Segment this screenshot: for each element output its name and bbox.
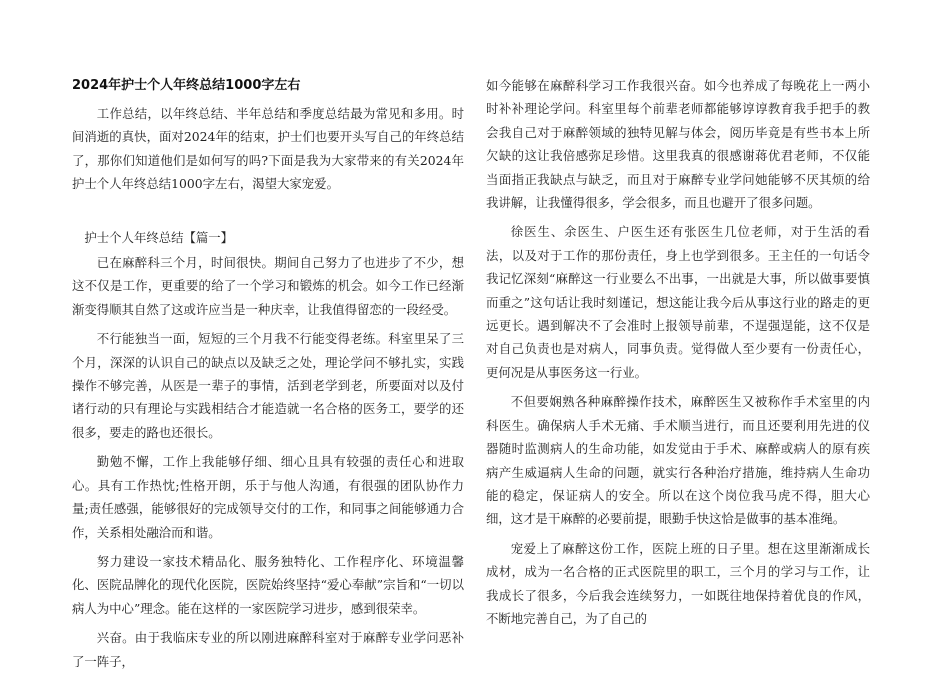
body-paragraph: 已在麻醉科三个月，时间很快。期间自己努力了也进步了不少，想这不仅是工作，更重要的给了一个学习和锻炼的机会。如今工作已经渐渐变得顺其自然了这或许应当是一种庆幸，让我值得留恋的一段经受。	[72, 255, 464, 317]
body-paragraph: 不但要娴熟各种麻醉操作技术，麻醉医生又被称作手术室里的内科医生。确保病人手术无痛、手术顺当进行，而且还要利用先进的仪器随时监测病人的生命功能，如发觉由于手术、麻醉或病人的原有疾病产生威逼病人生命的问题，就实行各种治疗措施，维持病人生命功能的稳定，保证病人的安全。所以在这个岗位我马虎不得，胆大心细，这才是干麻醉的必要前提，眼勤手快这恰是做事的基本准绳。	[486, 394, 870, 527]
intro-paragraph: 工作总结，以年终总结、半年总结和季度总结最为常见和多用。时间消逝的真快，面对2024年的结束，护士们也要开头写自己的年终总结了，那你们知道他们是如何写的吗?下面是我为大家带来的有关2024年护士个人年终总结1000字左右，渴望大家宠爱。	[72, 106, 464, 192]
body-paragraph: 勤勉不懈，工作上我能够仔细、细心且具有较强的责任心和进取心。具有工作热忱;性格开朗，乐于与他人沟通，有很强的团队协作力量;责任感强，能够很好的完成领导交付的工作，和同事之间能够通力合作，关系相处融洽而和谐。	[72, 454, 464, 540]
body-paragraph: 不行能独当一面，短短的三个月我不行能变得老练。科室里呆了三个月，深深的认识自己的缺点以及缺乏之处，理论学问不够扎实，实践操作不够完善，从医是一辈子的事情，活到老学到老，所要面对以及付诸行动的只有理论与实践相结合才能造就一名合格的医务工，要学的还很多，要走的路也还很长。	[72, 331, 464, 440]
body-paragraph: 如今能够在麻醉科学习工作我很兴奋。如今也养成了每晚花上一两小时补补理论学问。科室里每个前辈老师都能够谆谆教育我手把手的教会我自己对于麻醉领域的独特见解与体会，阅历毕竟是有些书本上所欠缺的这让我倍感弥足珍惜。这里我真的很感谢蒋优君老师，不仅能当面指正我缺点与缺乏，而且对于麻醉专业学问她能够不厌其烦的给我讲解，让我懂得很多，学会很多，而且也避开了很多问题。	[486, 78, 870, 211]
body-paragraph: 努力建设一家技术精品化、服务独特化、工作程序化、环境温馨化、医院品牌化的现代化医院，医院始终坚持“爱心奉献”宗旨和“一切以病人为中心”理念。能在这样的一家医院学习进步，感到很荣幸。	[72, 553, 464, 616]
section-gap	[72, 202, 464, 226]
body-paragraph: 兴奋。由于我临床专业的所以刚进麻醉科室对于麻醉专业学问恶补了一阵子，	[72, 630, 464, 669]
section-heading: 护士个人年终总结【篇一】	[84, 229, 234, 245]
body-paragraph: 宠爱上了麻醉这份工作，医院上班的日子里。想在这里渐渐成长成材，成为一名合格的正式医院里的职工，三个月的学习与工作，让我成长了很多，今后我会连续努力，一如既往地保持着优良的作风，不断地完善自己，为了自己的	[486, 540, 870, 626]
document-title: 2024年护士个人年终总结1000字左右	[72, 78, 301, 93]
left-column	[72, 76, 464, 679]
body-paragraph: 徐医生、余医生、户医生还有张医生几位老师，对于生活的看法，以及对于工作的那份责任，身上也学到很多。王主任的一句话令我记忆深刻“麻醉这一行业要么不出事，一出就是大事，所以做事要慎而重之”这句话让我时刻谨记，想这能让我今后从事这行业的路走的更远更长。遇到解决不了会准时上报领导前辈，不逞强逞能，这不仅是对自己负责也是对病人，同事负责。觉得做人至少要有一份责任心，更何况是从事医务这一行业。	[486, 224, 870, 380]
right-column	[486, 74, 870, 636]
